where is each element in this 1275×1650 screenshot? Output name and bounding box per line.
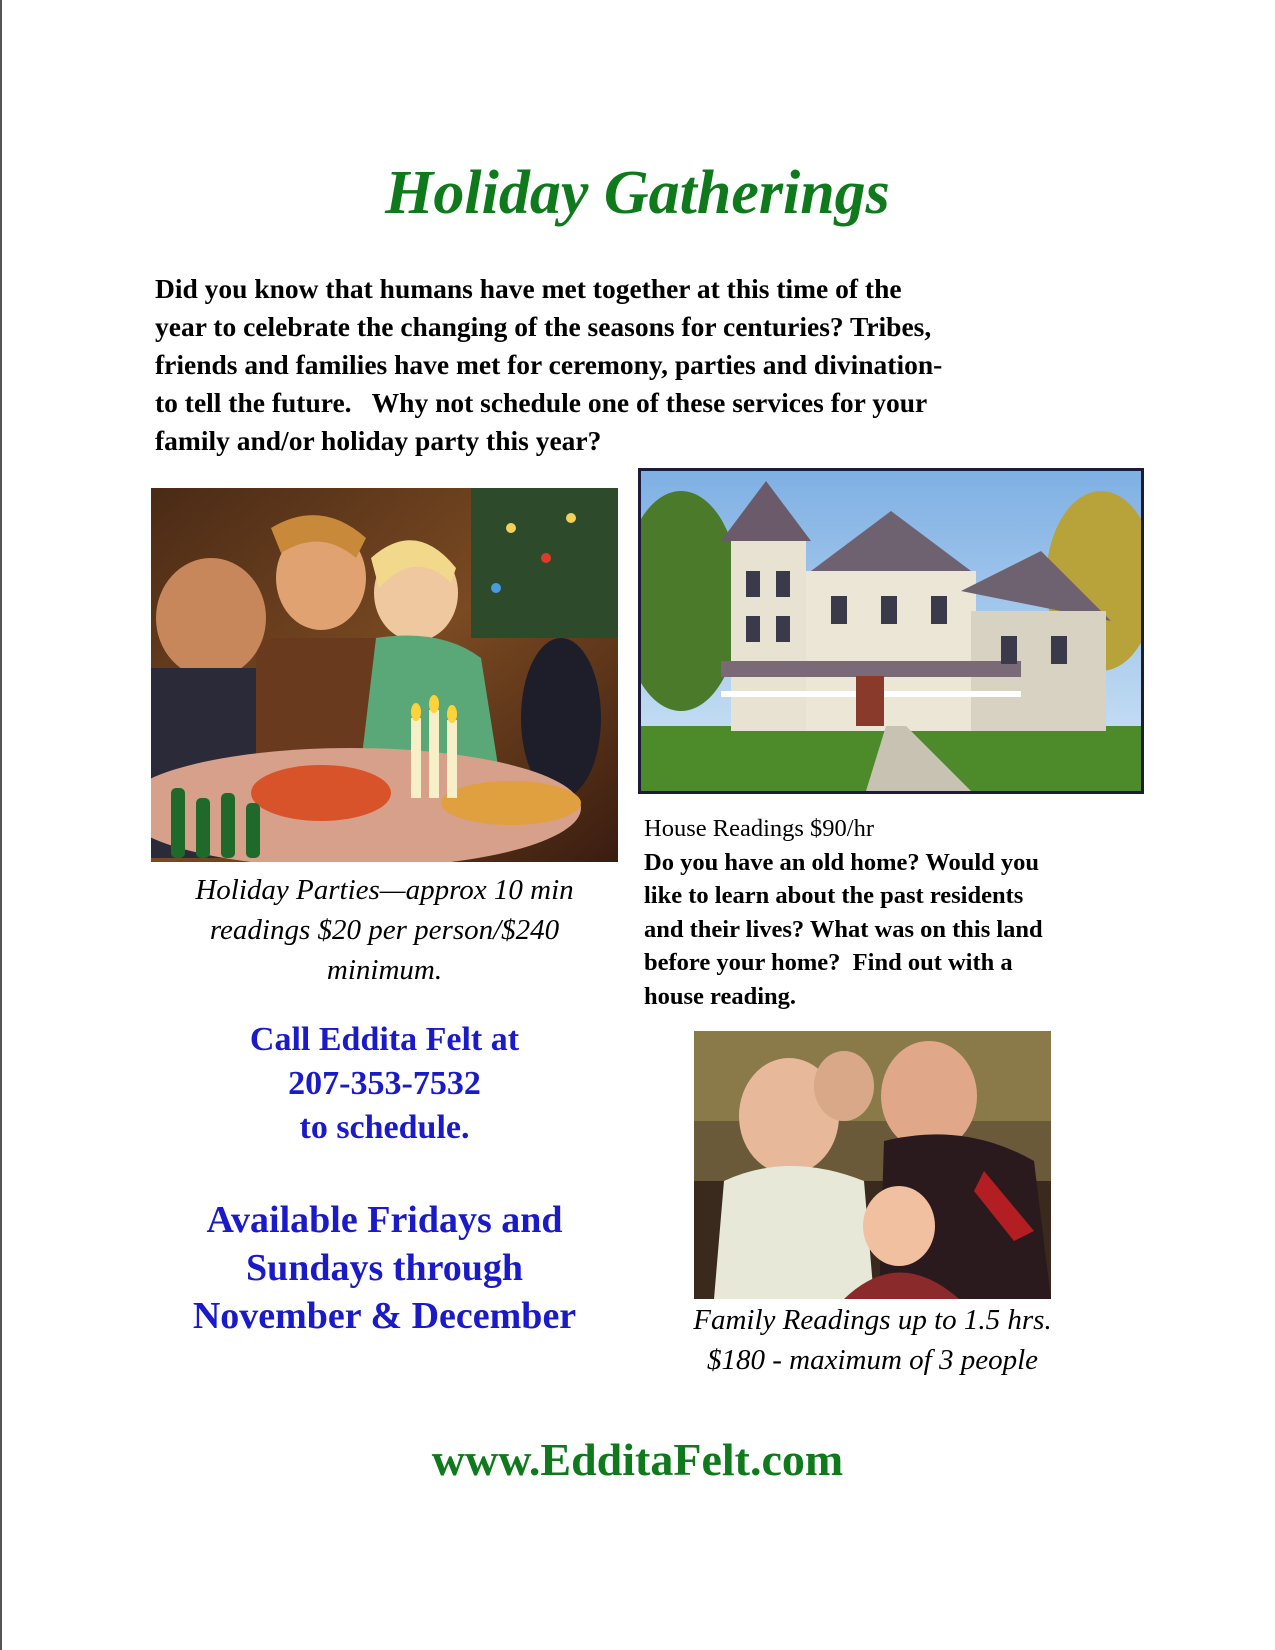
family-readings-caption (620, 1300, 1125, 1380)
intro-line: family and/or holiday party this year? (155, 425, 602, 456)
caption-line: Holiday Parties—approx 10 min (195, 874, 574, 906)
holiday-party-image (151, 488, 618, 862)
house-readings-section (644, 812, 1144, 1013)
caption-line: minimum. (326, 954, 443, 986)
page-title: Holiday Gatherings (385, 159, 890, 227)
house-readings-heading: House Readings $90/hr (644, 815, 874, 842)
caption-line: $180 - maximum of 3 people (706, 1344, 1039, 1376)
website-link[interactable]: www.EdditaFelt.com (431, 1434, 844, 1485)
availability-line: Available Fridays and (206, 1199, 563, 1241)
phone-number: 207-353-7532 (288, 1065, 481, 1102)
house-body-line: house reading. (644, 982, 797, 1010)
house-body-line: Do you have an old home? Would you (644, 848, 1040, 876)
intro-line: to tell the future. Why not schedule one of these services for your (155, 387, 928, 418)
intro-line: year to celebrate the changing of the seasons for centuries? Tribes, (155, 311, 932, 342)
intro-line: Did you know that humans have met together at this time of the (155, 273, 902, 304)
house-body-line: like to learn about the past residents (644, 882, 1024, 909)
intro-line: friends and families have met for ceremony, parties and divination- (155, 349, 943, 380)
availability-notice (151, 1196, 618, 1340)
availability-line: November & December (192, 1295, 577, 1337)
intro-paragraph (155, 270, 1105, 460)
availability-line: Sundays through (245, 1247, 524, 1289)
call-to-schedule (151, 1018, 618, 1150)
house-body-line: and their lives? What was on this land (644, 915, 1043, 943)
house-body-line: before your home? Find out with a (644, 949, 1013, 976)
call-line: Call Eddita Felt at (249, 1021, 520, 1058)
caption-line: Family Readings up to 1.5 hrs. (693, 1304, 1052, 1336)
call-line: to schedule. (299, 1109, 470, 1146)
victorian-house-image (638, 468, 1144, 794)
page-left-edge (0, 0, 2, 1650)
family-photo-image (694, 1031, 1051, 1299)
caption-line: readings $20 per person/$240 (209, 914, 560, 946)
holiday-parties-caption (151, 870, 618, 990)
